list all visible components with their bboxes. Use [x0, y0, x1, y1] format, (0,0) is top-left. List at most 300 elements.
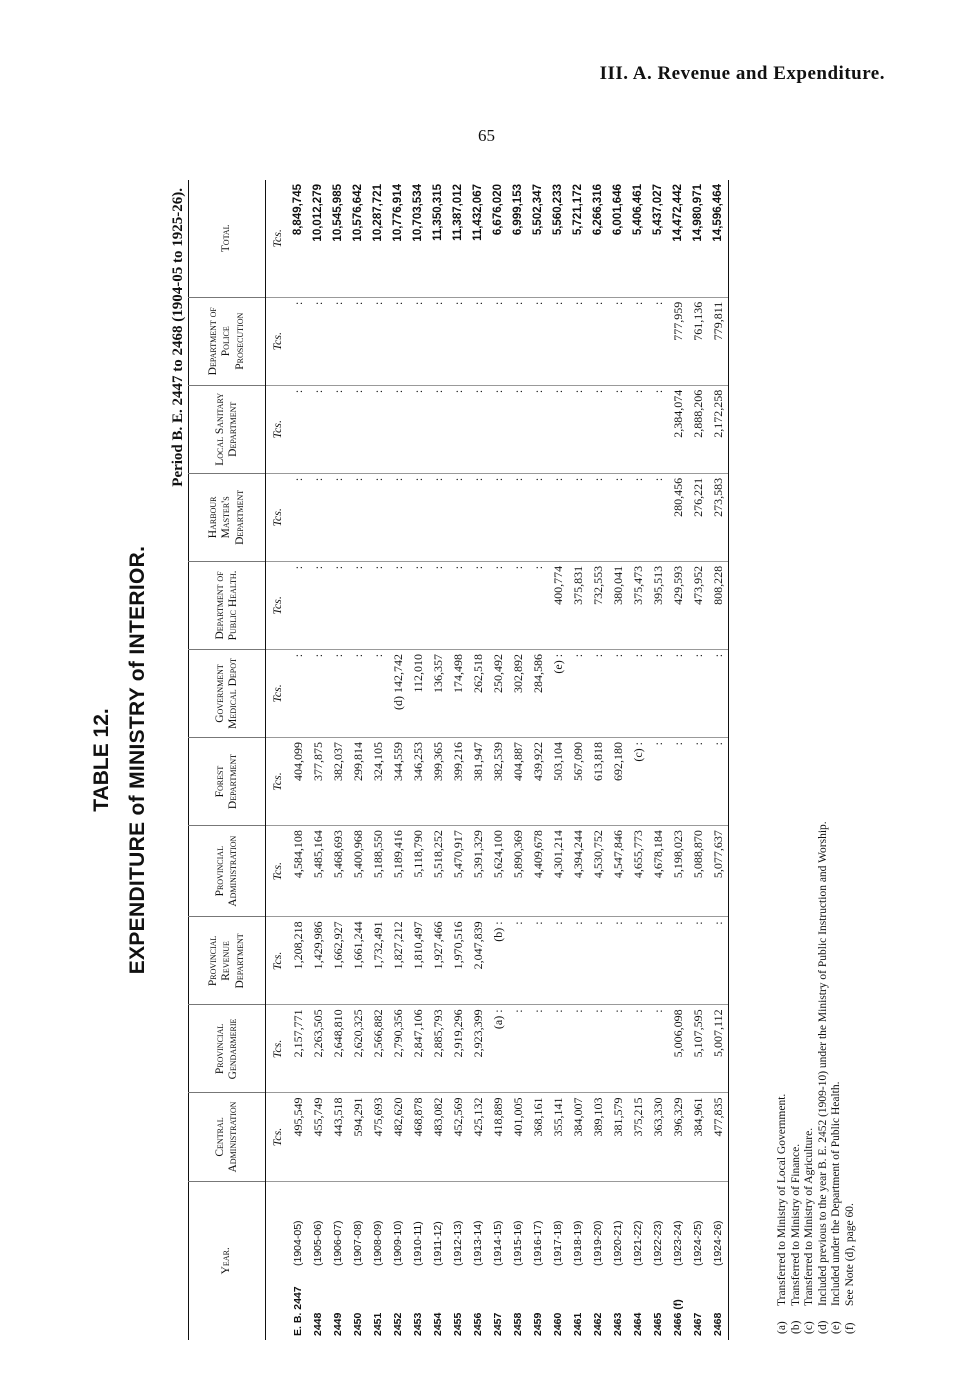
year-cell [488, 1181, 508, 1340]
footnote-text: Included previous to the year B. E. 2452 (1909-10) under the Ministry of Public Instruction and Worship. [816, 821, 829, 1306]
value-cell: 375,831 [568, 561, 588, 649]
footnote [790, 821, 804, 1334]
value-cell: : [628, 1005, 648, 1093]
table-row [428, 180, 448, 1340]
footnote [817, 821, 831, 1334]
value-cell: 4,655,773 [628, 826, 648, 917]
total-cell: 6,266,316 [592, 184, 604, 236]
value-cell: 384,007 [568, 1093, 588, 1181]
footnote-text: Transferred to Ministry of Finance. [789, 1143, 802, 1306]
column-header: Provincial Administration [189, 826, 266, 917]
footnote [803, 821, 817, 1334]
total-cell: 5,437,027 [652, 184, 664, 236]
column-header: Provincial Gendarmerie [189, 1005, 266, 1093]
value-cell: : [408, 473, 428, 561]
value-cell: 344,559 [388, 738, 408, 826]
value-cell: 280,456 [668, 473, 688, 561]
value-cell: 475,693 [368, 1093, 388, 1181]
value-cell: 2,384,074 [668, 385, 688, 473]
value-cell: : [328, 561, 348, 649]
header-row [189, 180, 266, 1340]
value-cell: : [608, 1005, 628, 1093]
total-cell: 6,999,153 [512, 184, 524, 236]
value-cell: : [368, 561, 388, 649]
value-cell: 302,892 [508, 649, 528, 737]
year-cell [668, 1181, 688, 1340]
value-cell: 395,513 [648, 561, 668, 649]
table-row [508, 180, 528, 1340]
table-row [408, 180, 428, 1340]
value-cell: 5,077,637 [708, 826, 729, 917]
be-year: 2465 [652, 1312, 664, 1336]
footnote-text: See Note (d), page 60. [843, 1203, 856, 1306]
value-cell: : [288, 385, 308, 473]
year-cell [368, 1181, 388, 1340]
footnote [776, 821, 790, 1334]
value-cell: 363,330 [648, 1093, 668, 1181]
value-cell: 384,961 [688, 1093, 708, 1181]
period-caption: Period B. E. 2447 to 2468 (1904-05 to 1925-26). [170, 188, 186, 487]
table-row [528, 180, 548, 1340]
column-header: Total [189, 180, 266, 297]
ce-year: (1912-13) [452, 1220, 464, 1266]
ce-year: (1906-07) [332, 1220, 344, 1266]
table-row [668, 180, 688, 1340]
be-year: 2464 [632, 1312, 644, 1336]
table-row [388, 180, 408, 1340]
year-cell [288, 1181, 308, 1340]
total-cell: 10,287,721 [372, 184, 384, 242]
value-cell: : [508, 297, 528, 385]
year-cell [608, 1181, 628, 1340]
value-cell: 4,301,214 [548, 826, 568, 917]
table-row [688, 180, 708, 1340]
value-cell: : [548, 385, 568, 473]
unit-cell: Tcs. [266, 385, 289, 473]
value-cell: 262,518 [468, 649, 488, 737]
ce-year: (1905-06) [312, 1220, 324, 1266]
value-cell: : [428, 561, 448, 649]
total-cell: 10,703,534 [412, 184, 424, 242]
value-cell: : [528, 561, 548, 649]
ce-year: (1908-09) [372, 1220, 384, 1266]
value-cell: : [328, 649, 348, 737]
value-cell: : [548, 917, 568, 1005]
value-cell: 1,429,986 [308, 917, 328, 1005]
value-cell: : [648, 385, 668, 473]
ce-year: (1916-17) [532, 1220, 544, 1266]
value-cell: : [308, 385, 328, 473]
total-cell: 11,387,012 [452, 184, 464, 241]
value-cell: : [328, 473, 348, 561]
be-year: 2456 [472, 1312, 484, 1336]
be-year: 2467 [692, 1312, 704, 1336]
year-cell [388, 1181, 408, 1340]
be-year: 2455 [452, 1312, 464, 1336]
be-year: 2448 [312, 1312, 324, 1336]
column-header: Forest Department [189, 738, 266, 826]
value-cell: 174,498 [448, 649, 468, 737]
value-cell: 399,216 [448, 738, 468, 826]
value-cell: 381,579 [608, 1093, 628, 1181]
value-cell: : [308, 297, 328, 385]
value-cell: : [428, 473, 448, 561]
value-cell: 777,959 [668, 297, 688, 385]
value-cell: : [388, 561, 408, 649]
value-cell: 4,547,846 [608, 826, 628, 917]
value-cell: : [328, 385, 348, 473]
value-cell: 5,518,252 [428, 826, 448, 917]
value-cell: : [308, 649, 328, 737]
table-row [608, 180, 628, 1340]
value-cell: : [628, 297, 648, 385]
units-row [266, 180, 289, 1340]
total-cell: 14,472,442 [672, 184, 684, 242]
ce-year: (1909-10) [392, 1220, 404, 1266]
value-cell: : [488, 297, 508, 385]
table-row [348, 180, 368, 1340]
value-cell: 5,485,164 [308, 826, 328, 917]
year-cell [508, 1181, 528, 1340]
value-cell: : [408, 561, 428, 649]
total-cell: 10,545,985 [332, 184, 344, 242]
value-cell: : [588, 385, 608, 473]
value-cell: 418,889 [488, 1093, 508, 1181]
be-year: 2452 [392, 1312, 404, 1336]
unit-cell: Tcs. [266, 738, 289, 826]
column-header: Department of Police Prosecution [189, 297, 266, 385]
value-cell: : [388, 297, 408, 385]
value-cell: 2,648,810 [328, 1005, 348, 1093]
value-cell: 2,888,206 [688, 385, 708, 473]
value-cell: 5,198,023 [668, 826, 688, 917]
value-cell: : [528, 297, 548, 385]
value-cell: : [588, 649, 608, 737]
value-cell: 2,847,106 [408, 1005, 428, 1093]
value-cell: : [368, 385, 388, 473]
column-header: Department of Public Health. [189, 561, 266, 649]
value-cell: : [488, 561, 508, 649]
value-cell: : [548, 297, 568, 385]
total-cell: 10,012,279 [312, 184, 324, 242]
value-cell: : [508, 917, 528, 1005]
page-number: 65 [478, 126, 495, 145]
value-cell: : [548, 473, 568, 561]
total-cell: 5,406,461 [632, 184, 644, 236]
value-cell: 382,539 [488, 738, 508, 826]
ce-year: (1915-16) [512, 1220, 524, 1266]
ce-year: (1904-05) [292, 1220, 304, 1266]
ce-year: (1910-11) [412, 1221, 424, 1266]
value-cell: : [588, 473, 608, 561]
value-cell: : [608, 297, 628, 385]
value-cell: 368,161 [528, 1093, 548, 1181]
value-cell: 389,103 [588, 1093, 608, 1181]
value-cell: : [508, 1005, 528, 1093]
column-header: Harbour Master's Department [189, 473, 266, 561]
column-header: Local Sanitary Department [189, 385, 266, 473]
value-cell: 425,132 [468, 1093, 488, 1181]
ce-year: (1924-26) [712, 1220, 724, 1266]
ce-year: (1924-25) [692, 1220, 704, 1266]
value-cell: : [588, 917, 608, 1005]
value-cell: 404,887 [508, 738, 528, 826]
value-cell: : [708, 649, 729, 737]
value-cell: : [408, 385, 428, 473]
year-cell [588, 1181, 608, 1340]
footnote [830, 821, 844, 1334]
value-cell: 5,400,968 [348, 826, 368, 917]
value-cell: 5,188,550 [368, 826, 388, 917]
value-cell: 4,678,184 [648, 826, 668, 917]
total-cell: 14,980,971 [692, 184, 704, 242]
value-cell: 2,620,325 [348, 1005, 368, 1093]
value-cell: 1,661,244 [348, 917, 368, 1005]
value-cell: : [528, 385, 548, 473]
value-cell: : [568, 385, 588, 473]
table-row [288, 180, 308, 1340]
value-cell: : [668, 738, 688, 826]
value-cell: 5,007,112 [708, 1005, 729, 1093]
total-cell: 5,721,172 [572, 184, 584, 236]
value-cell: : [308, 473, 328, 561]
value-cell: : [308, 561, 328, 649]
table-row [708, 180, 729, 1340]
value-cell: : [368, 297, 388, 385]
value-cell: 5,107,595 [688, 1005, 708, 1093]
ce-year: (1911-12) [432, 1221, 444, 1266]
table-row [448, 180, 468, 1340]
value-cell: 483,082 [428, 1093, 448, 1181]
value-cell: 594,291 [348, 1093, 368, 1181]
value-cell: : [568, 649, 588, 737]
value-cell: : [688, 649, 708, 737]
value-cell: : [568, 917, 588, 1005]
value-cell: : [388, 473, 408, 561]
value-cell: 2,172,258 [708, 385, 729, 473]
footnote-label: (e) [830, 1321, 842, 1334]
value-cell: 2,790,356 [388, 1005, 408, 1093]
unit-cell: Tcs. [269, 229, 284, 248]
year-cell [708, 1181, 729, 1340]
value-cell: 1,970,516 [448, 917, 468, 1005]
value-cell: 5,468,693 [328, 826, 348, 917]
value-cell: : [488, 473, 508, 561]
year-cell [528, 1181, 548, 1340]
column-header: Government Medical Depot [189, 649, 266, 737]
footnote [844, 821, 858, 1334]
footnote-text: Included under the Department of Public Health. [830, 1081, 842, 1306]
value-cell: 1,827,212 [388, 917, 408, 1005]
value-cell: : [348, 473, 368, 561]
footnotes [776, 821, 857, 1334]
value-cell: 399,365 [428, 738, 448, 826]
ce-year: (1913-14) [472, 1220, 484, 1266]
value-cell: 2,047,839 [468, 917, 488, 1005]
value-cell: 613,818 [588, 738, 608, 826]
value-cell: : [588, 1005, 608, 1093]
be-year: 2458 [512, 1312, 524, 1336]
value-cell: 5,470,917 [448, 826, 468, 917]
value-cell: (c) : [628, 738, 648, 826]
value-cell: 136,357 [428, 649, 448, 737]
unit-cell: Tcs. [266, 826, 289, 917]
value-cell: 299,814 [348, 738, 368, 826]
be-year: 2450 [352, 1312, 364, 1336]
table-body [288, 180, 729, 1340]
value-cell: 276,221 [688, 473, 708, 561]
be-year: 2454 [432, 1312, 444, 1336]
table-title: EXPENDITURE of MINISTRY of INTERIOR. [126, 545, 149, 975]
value-cell: : [608, 473, 628, 561]
be-year: E. B. 2447 [292, 1286, 304, 1336]
year-cell [448, 1181, 468, 1340]
value-cell: 401,005 [508, 1093, 528, 1181]
unit-cell: Tcs. [266, 917, 289, 1005]
value-cell: 473,952 [688, 561, 708, 649]
value-cell: 495,549 [288, 1093, 308, 1181]
ce-year: (1914-15) [492, 1220, 504, 1266]
running-head: III. A. Revenue and Expenditure. [599, 63, 885, 84]
total-cell: 6,676,020 [492, 184, 504, 236]
table-row [488, 180, 508, 1340]
value-cell: : [468, 297, 488, 385]
value-cell: : [428, 297, 448, 385]
value-cell: 443,518 [328, 1093, 348, 1181]
footnote-label: (c) [803, 1321, 815, 1334]
value-cell: : [648, 917, 668, 1005]
value-cell: : [348, 561, 368, 649]
rotated-table-block [80, 180, 880, 1340]
ce-year: (1917-18) [552, 1220, 564, 1266]
table-row [328, 180, 348, 1340]
value-cell: : [408, 297, 428, 385]
be-year: 2451 [372, 1312, 384, 1336]
value-cell: : [368, 473, 388, 561]
total-cell: 5,560,233 [552, 184, 564, 236]
footnote-label: (b) [789, 1320, 802, 1334]
unit-cell: Tcs. [266, 297, 289, 385]
value-cell: : [648, 649, 668, 737]
be-year: 2462 [592, 1312, 604, 1336]
be-year: 2463 [612, 1312, 624, 1336]
value-cell: : [528, 473, 548, 561]
value-cell: 482,620 [388, 1093, 408, 1181]
year-cell [408, 1181, 428, 1340]
value-cell: : [708, 917, 729, 1005]
value-cell: 346,253 [408, 738, 428, 826]
value-cell: : [448, 385, 468, 473]
value-cell: : [648, 297, 668, 385]
value-cell: 2,885,793 [428, 1005, 448, 1093]
table-row [368, 180, 388, 1340]
value-cell: 4,409,678 [528, 826, 548, 917]
be-year: 2460 [552, 1312, 564, 1336]
value-cell: 503,104 [548, 738, 568, 826]
value-cell: 1,208,218 [288, 917, 308, 1005]
value-cell: 5,189,416 [388, 826, 408, 917]
year-cell [648, 1181, 668, 1340]
value-cell: 375,473 [628, 561, 648, 649]
footnote-label: (f) [843, 1322, 856, 1334]
value-cell: 2,263,505 [308, 1005, 328, 1093]
column-header: Provincial Revenue Department [189, 917, 266, 1005]
value-cell: : [568, 297, 588, 385]
value-cell: : [568, 1005, 588, 1093]
ce-year: (1921-22) [632, 1220, 644, 1266]
unit-cell: Tcs. [266, 473, 289, 561]
value-cell: 4,584,108 [288, 826, 308, 917]
value-cell: 2,157,771 [288, 1005, 308, 1093]
value-cell: 5,624,100 [488, 826, 508, 917]
value-cell: 4,530,752 [588, 826, 608, 917]
value-cell: : [548, 1005, 568, 1093]
value-cell: 761,136 [688, 297, 708, 385]
year-cell [328, 1181, 348, 1340]
value-cell: : [628, 385, 648, 473]
value-cell: : [428, 385, 448, 473]
value-cell: : [288, 561, 308, 649]
value-cell: 779,811 [708, 297, 729, 385]
ce-year: (1923-24) [672, 1220, 684, 1266]
total-cell: 11,350,315 [432, 184, 444, 241]
value-cell: : [508, 473, 528, 561]
year-cell [628, 1181, 648, 1340]
ce-year: (1919-20) [592, 1220, 604, 1266]
table-row [548, 180, 568, 1340]
value-cell: : [628, 473, 648, 561]
value-cell: 381,947 [468, 738, 488, 826]
value-cell: 5,088,870 [688, 826, 708, 917]
value-cell: : [568, 473, 588, 561]
value-cell: 284,586 [528, 649, 548, 737]
value-cell: : [348, 385, 368, 473]
table-row [628, 180, 648, 1340]
value-cell: : [508, 385, 528, 473]
value-cell: : [388, 385, 408, 473]
value-cell: 455,749 [308, 1093, 328, 1181]
value-cell: : [608, 649, 628, 737]
footnote-label: (a) [776, 1321, 788, 1334]
value-cell: : [368, 649, 388, 737]
year-cell [688, 1181, 708, 1340]
total-cell: 10,576,642 [352, 184, 364, 242]
total-cell: 11,432,067 [472, 184, 484, 241]
value-cell: : [688, 738, 708, 826]
value-cell: (a) : [488, 1005, 508, 1093]
value-cell: : [528, 1005, 548, 1093]
ce-year: (1907-08) [352, 1220, 364, 1266]
value-cell: : [448, 297, 468, 385]
value-cell: : [708, 738, 729, 826]
value-cell: 5,391,329 [468, 826, 488, 917]
year-cell [568, 1181, 588, 1340]
table-row [308, 180, 328, 1340]
value-cell: : [688, 917, 708, 1005]
value-cell: : [348, 649, 368, 737]
value-cell: 250,492 [488, 649, 508, 737]
value-cell: 2,566,882 [368, 1005, 388, 1093]
table-row [568, 180, 588, 1340]
value-cell: 452,569 [448, 1093, 468, 1181]
value-cell: 396,329 [668, 1093, 688, 1181]
unit-cell: Tcs. [266, 561, 289, 649]
value-cell: : [328, 297, 348, 385]
value-cell: 377,875 [308, 738, 328, 826]
table-row [588, 180, 608, 1340]
value-cell: : [468, 473, 488, 561]
value-cell: : [668, 917, 688, 1005]
